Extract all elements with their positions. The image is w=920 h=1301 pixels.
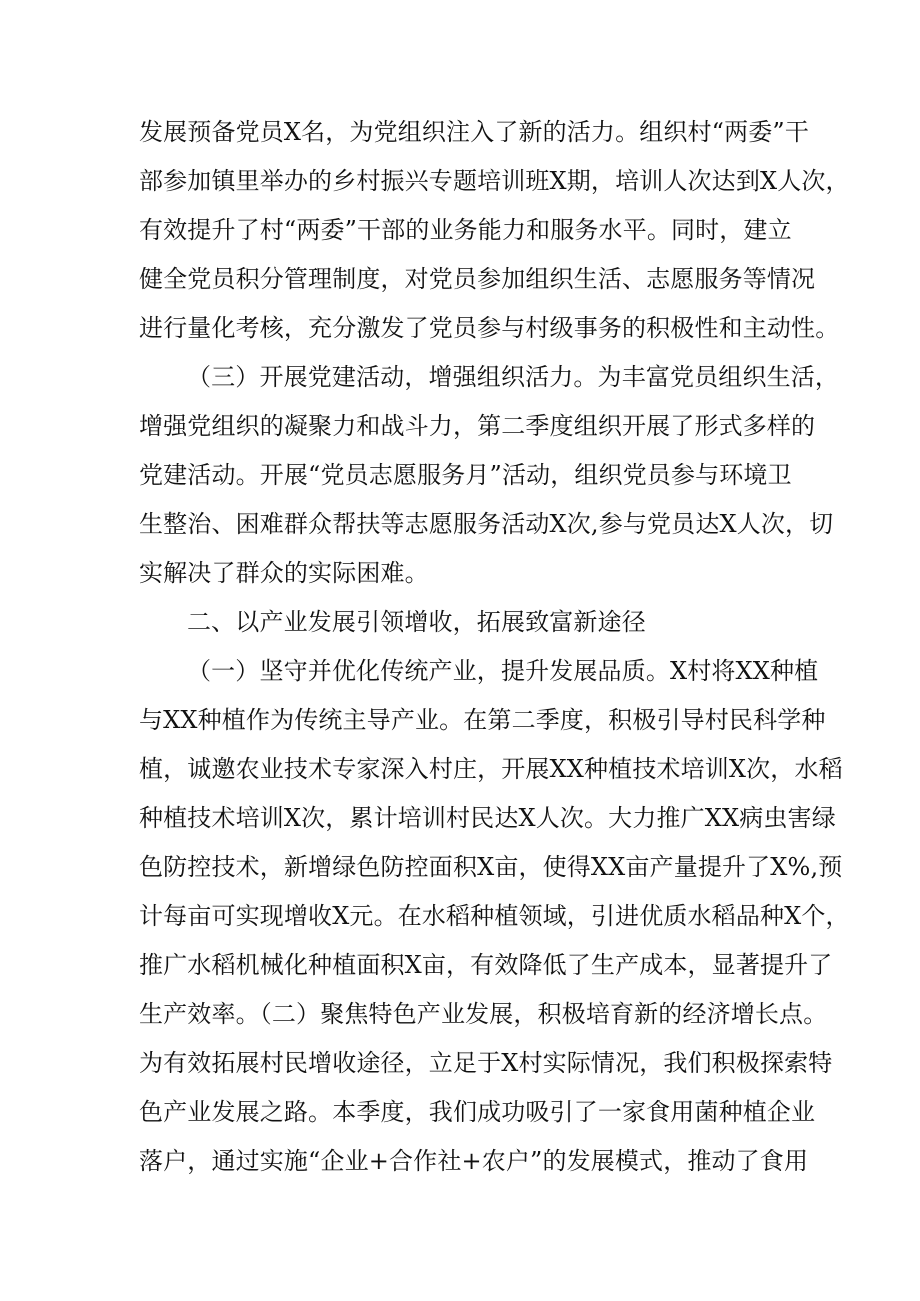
paragraph-line-8: 党建活动。开展“党员志愿服务月”活动，组织党员参与环境卫 bbox=[139, 461, 792, 489]
paragraph-line-16: 色防控技术，新增绿色防控面积X亩，使得XX亩产量提升了X%,预 bbox=[139, 853, 843, 881]
paragraph-line-15: 种植技术培训X次，累计培训村民达X人次。大力推广XX病虫害绿 bbox=[139, 804, 836, 832]
paragraph-line-7: 增强党组织的凝聚力和战斗力，第二季度组织开展了形式多样的 bbox=[139, 412, 816, 440]
paragraph-line-1: 发展预备党员X名，为党组织注入了新的活力。组织村“两委”干 bbox=[139, 118, 809, 146]
paragraph-line-2: 部参加镇里举办的乡村振兴专题培训班X期，培训人次达到X人次， bbox=[139, 167, 850, 195]
chapter-two-heading: 二、以产业发展引领增收，拓展致富新途径 bbox=[187, 608, 646, 636]
paragraph-line-19: 生产效率。（二）聚焦特色产业发展，积极培育新的经济增长点。 bbox=[139, 1000, 828, 1028]
paragraph-line-3: 有效提升了村“两委”干部的业务能力和服务水平。同时，建立 bbox=[139, 216, 792, 244]
paragraph-line-20: 为有效拓展村民增收途径，立足于X村实际情况，我们积极探索特 bbox=[139, 1049, 833, 1077]
paragraph-line-9: 生整治、困难群众帮扶等志愿服务活动X次,参与党员达X人次，切 bbox=[139, 510, 834, 538]
paragraph-line-17: 计每亩可实现增收X元。在水稻种植领域，引进优质水稻品种X个， bbox=[139, 902, 850, 930]
paragraph-line-10: 实解决了群众的实际困难。 bbox=[139, 559, 429, 587]
section-3-heading-line: （三）开展党建活动，增强组织活力。为丰富党员组织生活， bbox=[187, 363, 840, 391]
paragraph-line-21: 色产业发展之路。本季度，我们成功吸引了一家食用菌种植企业 bbox=[139, 1098, 816, 1126]
paragraph-line-4: 健全党员积分管理制度，对党员参加组织生活、志愿服务等情况 bbox=[139, 265, 816, 293]
subsection-1-heading-line: （一）坚守并优化传统产业，提升发展品质。X村将XX种植 bbox=[187, 657, 819, 685]
paragraph-line-22: 落户，通过实施“企业+合作社+农户”的发展模式，推动了食用 bbox=[139, 1147, 809, 1175]
paragraph-line-14: 植，诚邀农业技术专家深入村庄，开展XX种植技术培训X次，水稻 bbox=[139, 755, 843, 783]
paragraph-line-5: 进行量化考核，充分激发了党员参与村级事务的积极性和主动性。 bbox=[139, 314, 840, 342]
paragraph-line-18: 推广水稻机械化种植面积X亩，有效降低了生产成本，显著提升了 bbox=[139, 951, 833, 979]
paragraph-line-13: 与XX种植作为传统主导产业。在第二季度，积极引导村民科学种 bbox=[139, 706, 826, 734]
